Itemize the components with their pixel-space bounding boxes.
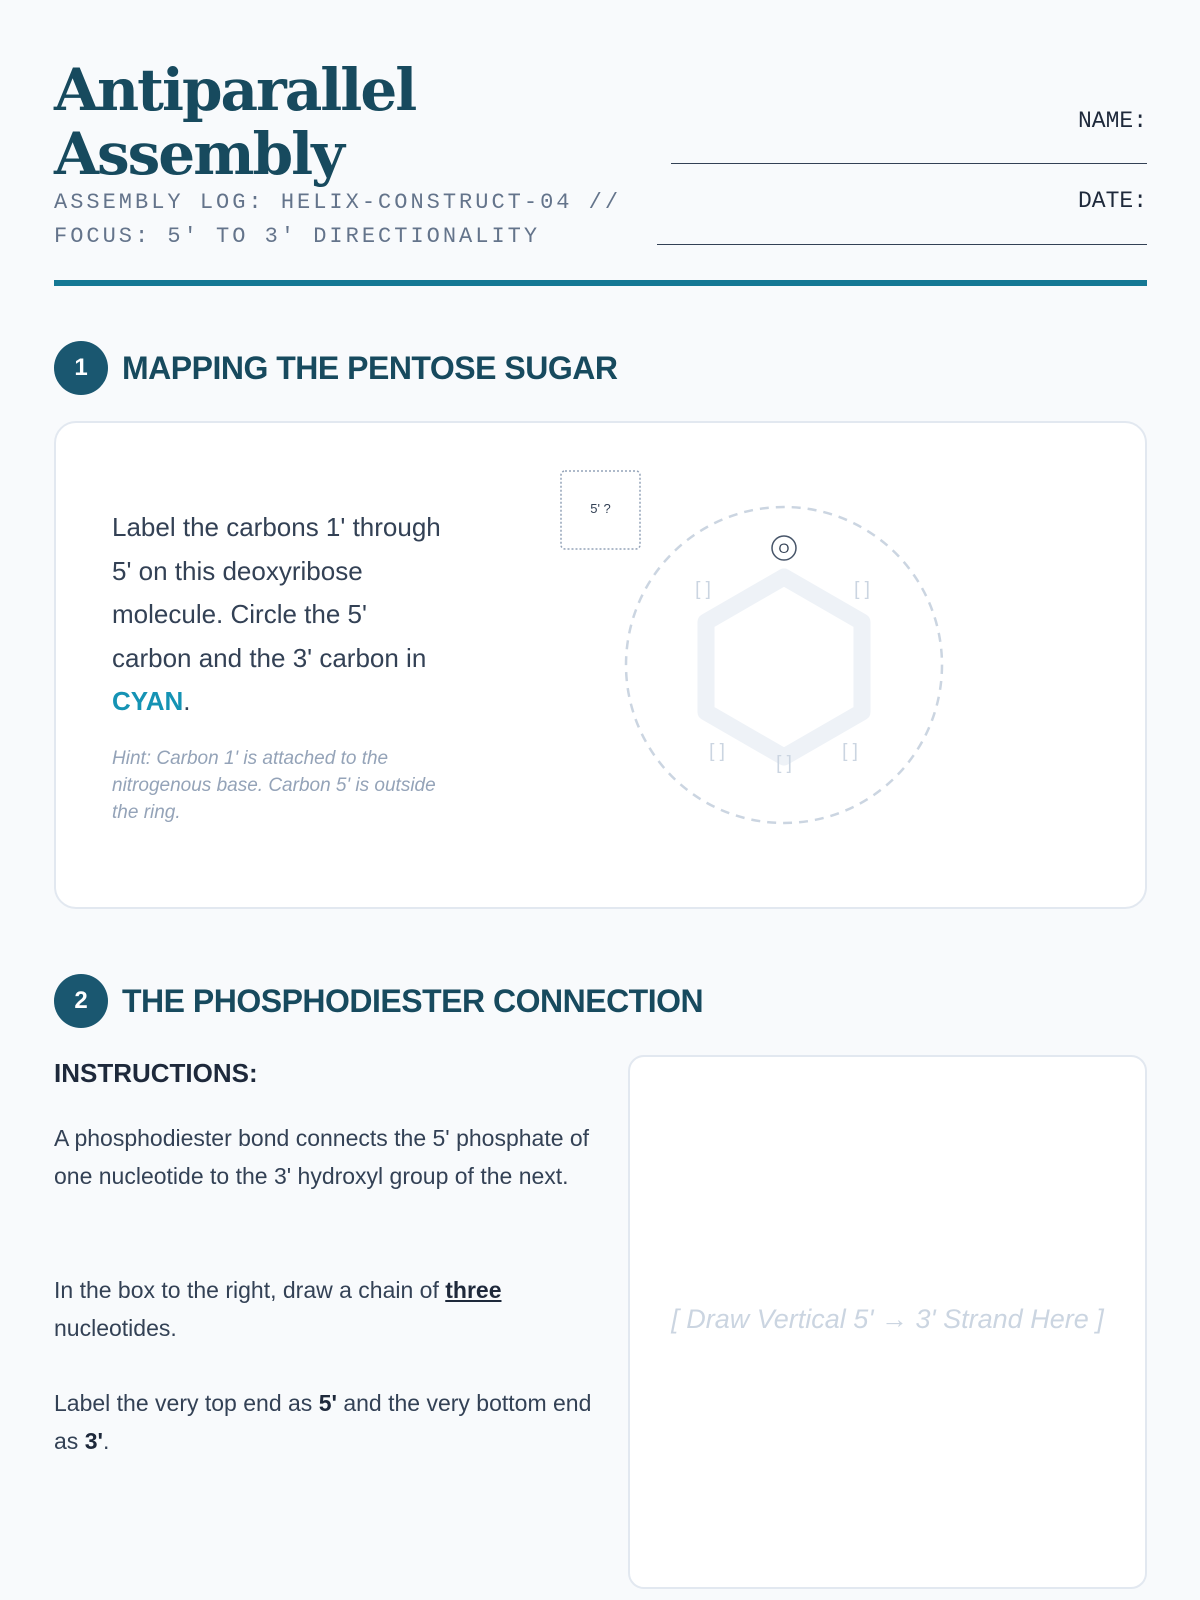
assembly-log-subtitle [54,186,654,254]
carbon-blank-upper-right[interactable]: [ ] [854,579,870,600]
worksheet-page [54,0,1147,1600]
section-1-heading [54,341,617,395]
pentose-prompt-text: Label the carbons 1' through 5' on this deoxyribose molecule. Circle the 5' carbon and the 3' carbon in [112,512,441,673]
pentose-hint: Hint: Carbon 1' is attached to the nitrogenous base. Carbon 5' is outside the ring. [112,748,436,823]
three-prime-label: 3' [84,1428,103,1454]
instructions-paragraph-2 [54,1271,594,1347]
instructions-paragraph-3 [54,1384,594,1460]
date-field-line[interactable] [657,244,1147,245]
cyan-highlight: CYAN [112,686,184,716]
three-emphasis: three [445,1277,502,1303]
subtitle-line-2: FOCUS: 5' TO 3' DIRECTIONALITY [54,224,541,249]
carbon-5-box-label: 5' ? [590,501,611,516]
name-label: NAME: [1077,108,1147,134]
pentose-sugar-card [54,421,1147,909]
instructions-heading: INSTRUCTIONS: [54,1058,258,1088]
title-line-1: Antiparallel [54,56,416,124]
carbon-blank-lower-left[interactable]: [ ] [709,741,725,762]
deoxyribose-diagram [56,423,1145,907]
subtitle-line-1: ASSEMBLY LOG: HELIX-CONSTRUCT-04 // [54,190,622,215]
strand-drawing-box[interactable] [628,1055,1147,1589]
section-1-title: MAPPING THE PENTOSE SUGAR [122,349,618,386]
instructions-paragraph-1: A phosphodiester bond connects the 5' phosphate of one nucleotide to the 3' hydroxyl group of the next. [54,1125,590,1189]
name-field-line[interactable] [671,163,1147,164]
sugar-ring-hexagon [706,577,862,757]
section-2-number-badge: 2 [54,974,108,1028]
paragraph-2-end: nucleotides. [54,1315,177,1341]
paragraph-2-text: In the box to the right, draw a chain of [54,1277,446,1303]
header-divider [54,280,1147,286]
section-1-number-badge: 1 [54,341,108,395]
paragraph-3-mid: and the very bottom end as [54,1390,592,1454]
date-label: DATE: [1077,188,1147,214]
carbon-blank-upper-left[interactable]: [ ] [695,579,711,600]
five-prime-label: 5' [318,1390,337,1416]
pentose-prompt-end: . [183,686,191,716]
paragraph-3-end: . [102,1428,110,1454]
carbon-blank-bottom[interactable]: [ ] [776,753,792,774]
worksheet-title [54,58,614,186]
section-2-title: THE PHOSPHODIESTER CONNECTION [122,982,704,1019]
title-line-2: Assembly [54,120,343,188]
section-2-heading [54,974,703,1028]
carbon-blank-lower-right[interactable]: [ ] [842,741,858,762]
drawing-box-placeholder: [ Draw Vertical 5' → 3' Strand Here ] [671,1304,1104,1334]
paragraph-3-text: Label the very top end as [54,1390,319,1416]
oxygen-label: O [778,540,790,556]
